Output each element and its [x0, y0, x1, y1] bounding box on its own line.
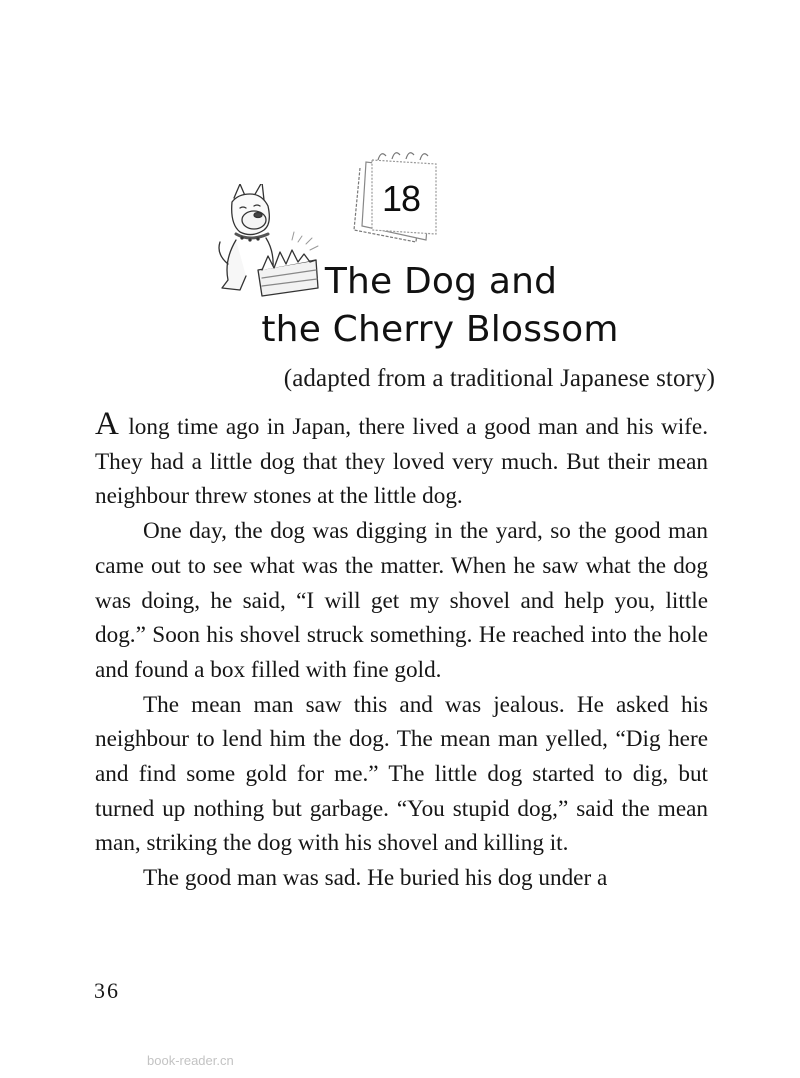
watermark: book-reader.cn [147, 1053, 234, 1068]
story-body [95, 406, 708, 896]
chapter-title-line-2: the Cherry Blossom [261, 309, 619, 350]
drop-cap: A [95, 406, 119, 442]
chapter-number-badge [352, 146, 444, 246]
page-number: 36 [94, 978, 120, 1003]
chapter-title-line-1: The Dog and [324, 261, 558, 302]
paragraph-3: The mean man saw this and was jealous. He asked his neighbour to lend him the dog. The mean man yelled, “Dig here and find some gold for me.” The little dog started to dig, but turned up nothing but garbage. “You stupid dog,” said the mean man, striking the dog with his shovel and killing it. [95, 691, 708, 857]
paragraph-1 [95, 406, 708, 514]
chapter-subtitle: (adapted from a traditional Japanese story) [283, 365, 715, 392]
paragraph-4: The good man was sad. He buried his dog under a [143, 865, 608, 892]
chapter-number: 18 [381, 178, 421, 219]
dog-with-treasure-box-icon [206, 184, 326, 304]
paragraph-2: One day, the dog was digging in the yard, so the good man came out to see what was the matter. When he saw what the dog was doing, he said, “I will get my shovel and help you, little dog.” Soon his shovel struck something. He reached into the hole and found a box filled with fine gold. [95, 518, 708, 683]
paragraph-1-text: long time ago in Japan, there lived a good man and his wife. They had a little dog that they loved very much. But their mean neighbour threw stones at the little dog. [95, 414, 708, 510]
